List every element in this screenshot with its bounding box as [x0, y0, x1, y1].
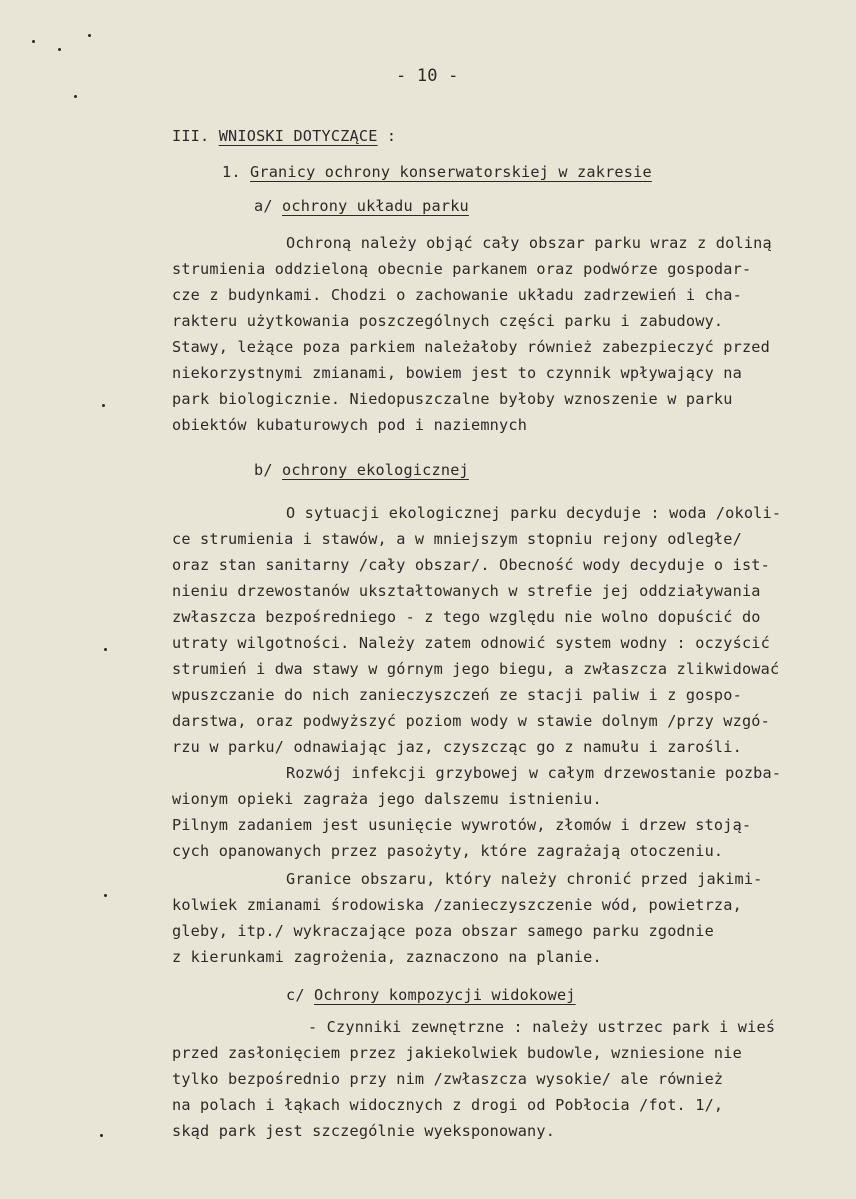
paragraph-line: rakteru użytkowania poszczególnych części parku i zabudowy. [172, 312, 724, 330]
subsection-c-heading: c/ Ochrony kompozycji widokowej [286, 986, 576, 1004]
section-heading: III. WNIOSKI DOTYCZĄCE : [172, 127, 397, 145]
paragraph-line: skąd park jest szczególnie wyeksponowany. [172, 1122, 556, 1140]
page-number: - 10 - [396, 66, 459, 86]
scan-speck [100, 1134, 103, 1137]
paragraph-line: z kierunkami zagrożenia, zaznaczono na planie. [172, 948, 602, 966]
underlined-heading-text: Ochrony kompozycji widokowej [314, 986, 576, 1004]
scan-speck [104, 648, 107, 651]
paragraph-line: Stawy, leżące poza parkiem należałoby również zabezpieczyć przed [172, 338, 770, 356]
paragraph-line: Granice obszaru, który należy chronić przed jakimi- [286, 870, 763, 888]
underlined-heading-text: ochrony ekologicznej [282, 461, 469, 479]
paragraph-line: strumienia oddzieloną obecnie parkanem oraz podwórze gospodar- [172, 260, 752, 278]
scan-speck [74, 95, 77, 98]
paragraph-line: park biologicznie. Niedopuszczalne byłoby wznoszenie w parku [172, 390, 733, 408]
underlined-heading-text: Granicy ochrony konserwatorskiej w zakresie [250, 163, 652, 181]
paragraph-line: utraty wilgotności. Należy zatem odnowić system wodny : oczyścić [172, 634, 770, 652]
paragraph-line: wpuszczanie do nich zanieczyszczeń ze stacji paliw i z gospo- [172, 686, 742, 704]
scan-speck [58, 48, 61, 51]
paragraph-line: obiektów kubaturowych pod i naziemnych [172, 416, 528, 434]
paragraph-line: cze z budynkami. Chodzi o zachowanie układu zadrzewień i cha- [172, 286, 742, 304]
paragraph-line: Rozwój infekcji grzybowej w całym drzewostanie pozba- [286, 764, 782, 782]
scan-speck [32, 40, 35, 43]
paragraph-line: ce strumienia i stawów, a w mniejszym stopniu rejony odległe/ [172, 530, 742, 548]
underlined-heading-text: WNIOSKI DOTYCZĄCE [218, 127, 378, 145]
paragraph-line: gleby, itp./ wykraczające poza obszar samego parku zgodnie [172, 922, 714, 940]
paragraph-line: oraz stan sanitarny /cały obszar/. Obecność wody decyduje o ist- [172, 556, 770, 574]
paragraph-line: Pilnym zadaniem jest usunięcie wywrotów, złomów i drzew stoją- [172, 816, 752, 834]
subsection-b-heading: b/ ochrony ekologicznej [254, 461, 469, 479]
scan-speck [104, 894, 107, 897]
scan-speck [102, 404, 105, 407]
subsection-heading-1: 1. Granicy ochrony konserwatorskiej w zakresie [222, 163, 652, 181]
paragraph-line: tylko bezpośrednio przy nim /zwłaszcza wysokie/ ale również [172, 1070, 724, 1088]
subsection-a-heading: a/ ochrony układu parku [254, 197, 469, 215]
paragraph-line: strumień i dwa stawy w górnym jego biegu, a zwłaszcza zlikwidować [172, 660, 780, 678]
underlined-heading-text: ochrony układu parku [282, 197, 469, 215]
paragraph-line: kolwiek zmianami środowiska /zanieczyszczenie wód, powietrza, [172, 896, 742, 914]
paragraph-line: cych opanowanych przez pasożyty, które zagrażają otoczeniu. [172, 842, 724, 860]
paragraph-line: na polach i łąkach widocznych z drogi od Pobłocia /fot. 1/, [172, 1096, 724, 1114]
paragraph-line: - Czynniki zewnętrzne : należy ustrzec park i wieś [308, 1018, 776, 1036]
paragraph-line: Ochroną należy objąć cały obszar parku wraz z doliną [286, 234, 772, 252]
paragraph-line: przed zasłonięciem przez jakiekolwiek budowle, wzniesione nie [172, 1044, 742, 1062]
paragraph-line: niekorzystnymi zmianami, bowiem jest to czynnik wpływający na [172, 364, 742, 382]
paragraph-line: rzu w parku/ odnawiając jaz, czyszcząc go z namułu i zarośli. [172, 738, 742, 756]
paragraph-line: nieniu drzewostanów ukształtowanych w strefie jej oddziaływania [172, 582, 761, 600]
paragraph-line: wionym opieki zagraża jego dalszemu istnieniu. [172, 790, 602, 808]
paragraph-line: O sytuacji ekologicznej parku decyduje : woda /okoli- [286, 504, 782, 522]
scan-speck [88, 34, 91, 37]
paragraph-line: zwłaszcza bezpośredniego - z tego względu nie wolno dopuścić do [172, 608, 761, 626]
paragraph-line: darstwa, oraz podwyższyć poziom wody w stawie dolnym /przy wzgó- [172, 712, 770, 730]
